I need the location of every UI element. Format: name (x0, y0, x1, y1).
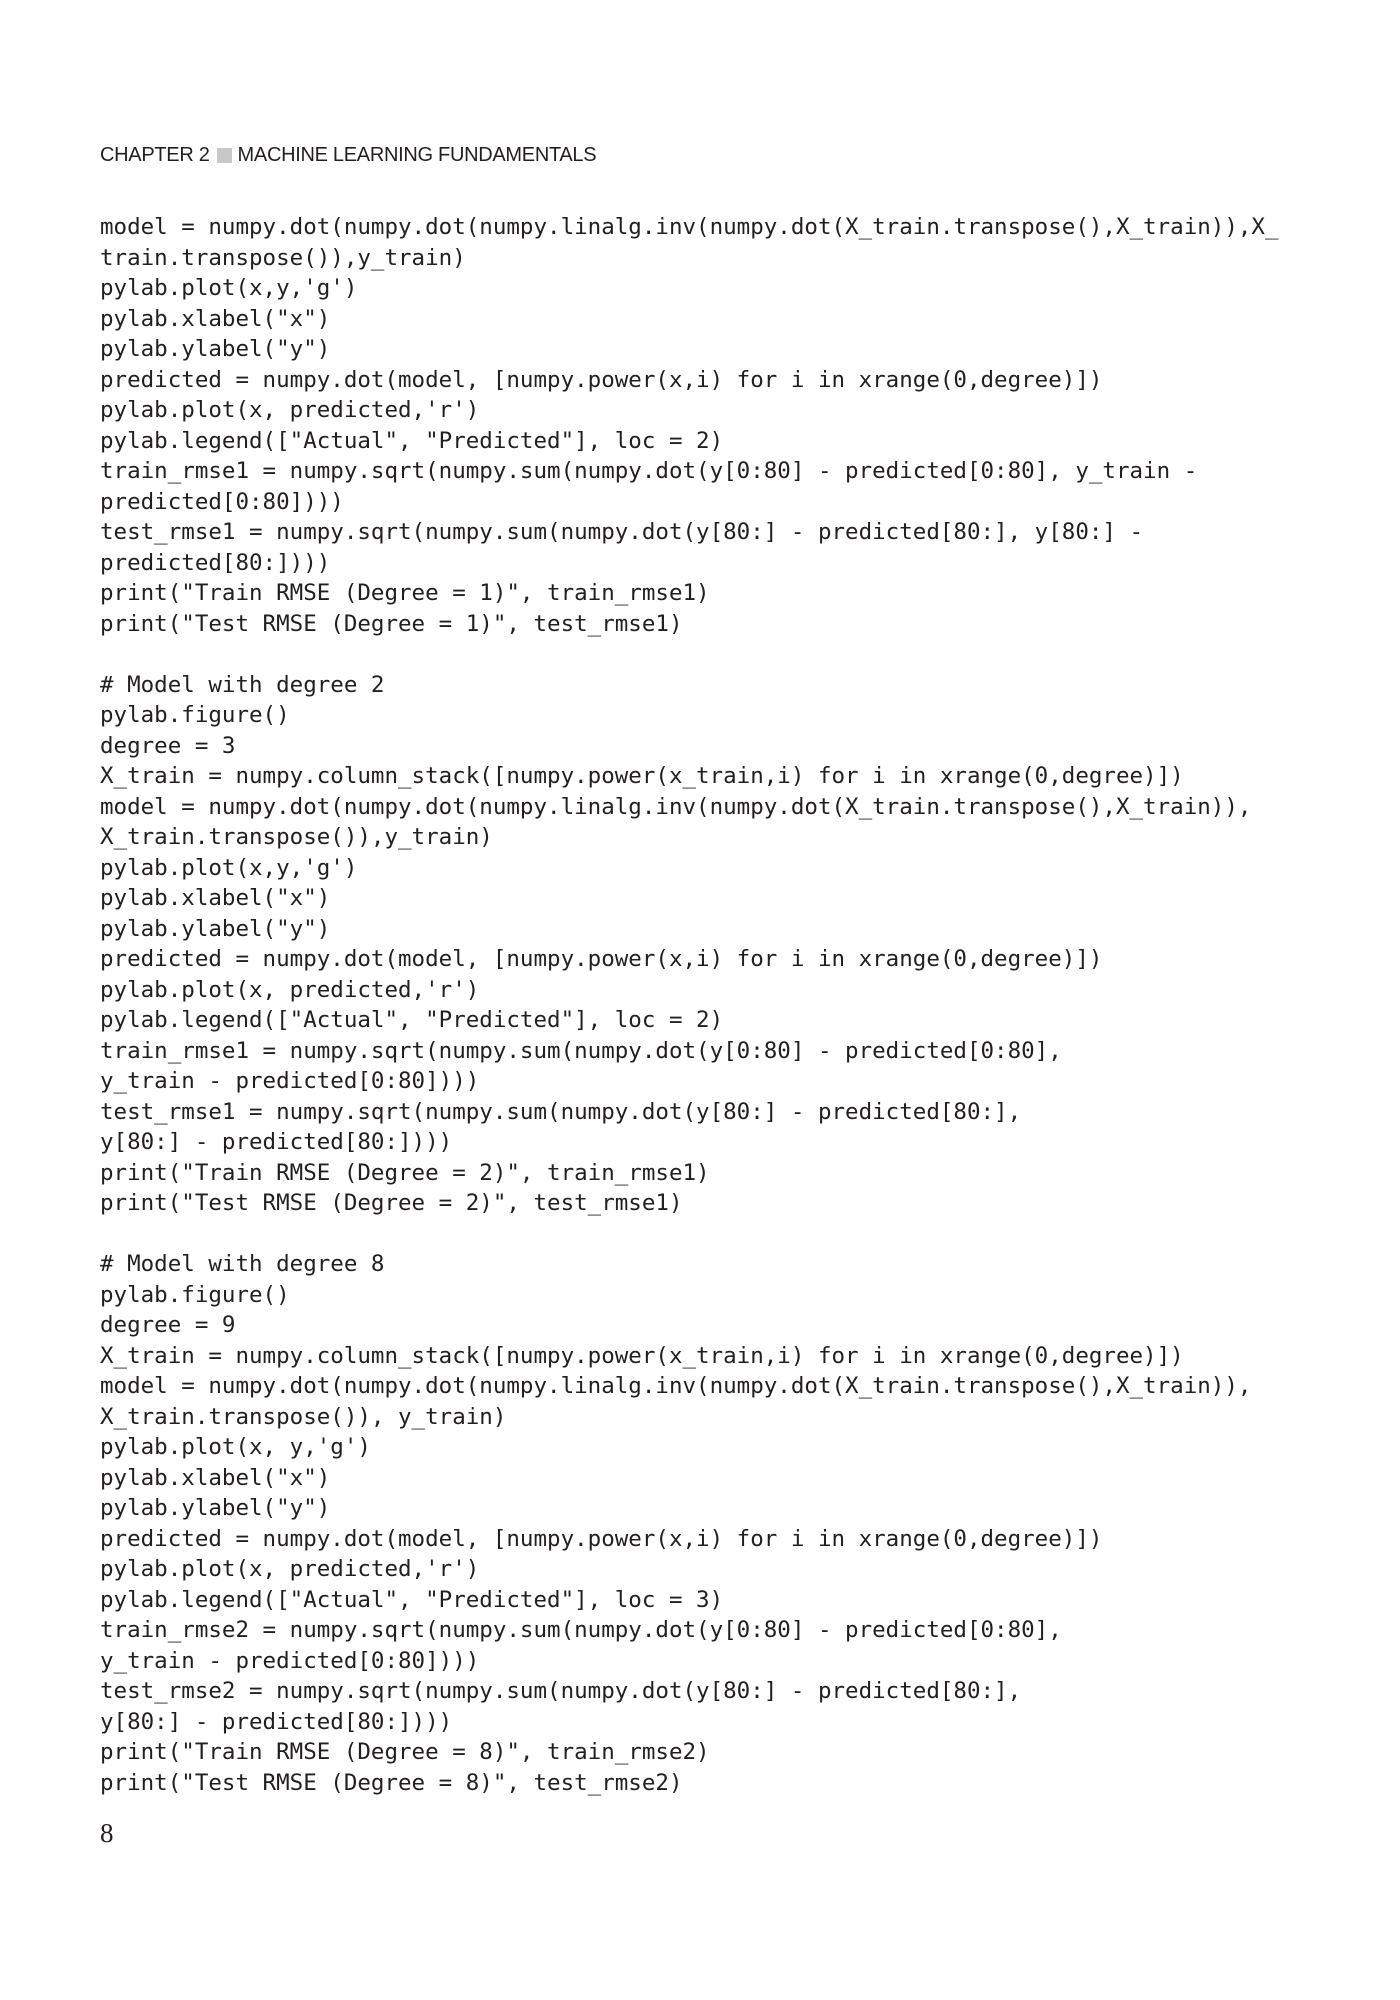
code-line: X_train.transpose()), y_train) (100, 1403, 507, 1430)
code-line: y[80:] - predicted[80:]))) (100, 1129, 453, 1155)
code-line: pylab.legend(["Actual", "Predicted"], loc = 2) (100, 427, 724, 454)
code-line: print("Train RMSE (Degree = 8)", train_rmse2) (100, 1739, 710, 1765)
code-line: # Model with degree 2 (100, 671, 385, 698)
code-line: degree = 9 (100, 1312, 236, 1338)
code-line: predicted[80:]))) (100, 549, 331, 576)
code-line: print("Test RMSE (Degree = 8)", test_rmse2) (100, 1769, 683, 1796)
code-line: test_rmse2 = numpy.sqrt(numpy.sum(numpy.dot(y[80:] - predicted[80:], (100, 1678, 1022, 1704)
code-line: pylab.ylabel("y") (100, 336, 331, 362)
code-line: X_train = numpy.column_stack([numpy.power(x_train,i) for i in xrange(0,degree)]) (100, 763, 1184, 789)
code-line: print("Test RMSE (Degree = 2)", test_rmse1) (100, 1190, 683, 1216)
code-line: test_rmse1 = numpy.sqrt(numpy.sum(numpy.dot(y[80:] - predicted[80:], (100, 1098, 1022, 1125)
code-line: degree = 3 (100, 732, 236, 759)
header-separator-square (217, 148, 232, 163)
code-line: pylab.plot(x, predicted,'r') (100, 1556, 480, 1582)
code-line: train_rmse1 = numpy.sqrt(numpy.sum(numpy.dot(y[0:80] - predicted[0:80], (100, 1037, 1062, 1064)
code-line: pylab.xlabel("x") (100, 1464, 331, 1491)
code-line: pylab.figure() (100, 1281, 290, 1308)
code-line: model = numpy.dot(numpy.dot(numpy.linalg.inv(numpy.dot(X_train.transpose(),X_train)), (100, 1373, 1252, 1399)
code-line: model = numpy.dot(numpy.dot(numpy.linalg.inv(numpy.dot(X_train.transpose(),X_train)), (100, 793, 1252, 820)
chapter-label: CHAPTER 2 (100, 144, 210, 166)
code-line: X_train.transpose()),y_train) (100, 824, 493, 850)
code-line: print("Train RMSE (Degree = 2)", train_rmse1) (100, 1159, 710, 1186)
chapter-title: MACHINE LEARNING FUNDAMENTALS (237, 144, 597, 166)
code-line: print("Test RMSE (Degree = 1)", test_rmse1) (100, 610, 683, 637)
code-line: train_rmse2 = numpy.sqrt(numpy.sum(numpy.dot(y[0:80] - predicted[0:80], (100, 1617, 1062, 1643)
code-line: pylab.xlabel("x") (100, 305, 331, 332)
code-line: predicted[0:80]))) (100, 488, 344, 515)
code-line: train.transpose()),y_train) (100, 244, 466, 271)
code-line: print("Train RMSE (Degree = 1)", train_rmse1) (100, 580, 710, 606)
code-line: pylab.plot(x, predicted,'r') (100, 976, 480, 1003)
code-line: predicted = numpy.dot(model, [numpy.power(x,i) for i in xrange(0,degree)]) (100, 366, 1103, 393)
code-line: pylab.plot(x,y,'g') (100, 275, 358, 301)
code-line: train_rmse1 = numpy.sqrt(numpy.sum(numpy.dot(y[0:80] - predicted[0:80], y_train - (100, 458, 1198, 484)
code-line: y_train - predicted[0:80]))) (100, 1068, 480, 1094)
code-line: # Model with degree 8 (100, 1251, 385, 1277)
code-line: y_train - predicted[0:80]))) (100, 1647, 480, 1674)
code-line: y[80:] - predicted[80:]))) (100, 1708, 453, 1735)
code-listing (100, 212, 1279, 1798)
running-header (100, 144, 596, 167)
code-line: pylab.legend(["Actual", "Predicted"], loc = 2) (100, 1007, 724, 1033)
code-line (100, 639, 1279, 670)
code-line: predicted = numpy.dot(model, [numpy.power(x,i) for i in xrange(0,degree)]) (100, 1525, 1103, 1552)
code-line: pylab.ylabel("y") (100, 1495, 331, 1521)
code-line: pylab.ylabel("y") (100, 915, 331, 942)
code-line: pylab.plot(x,y,'g') (100, 854, 358, 881)
code-line: model = numpy.dot(numpy.dot(numpy.linalg.inv(numpy.dot(X_train.transpose(),X_train)),X_ (100, 214, 1279, 240)
code-line: pylab.xlabel("x") (100, 885, 331, 911)
code-line: pylab.figure() (100, 702, 290, 728)
code-line: predicted = numpy.dot(model, [numpy.power(x,i) for i in xrange(0,degree)]) (100, 946, 1103, 972)
code-line: pylab.plot(x, predicted,'r') (100, 397, 480, 423)
page-number: 8 (100, 1818, 114, 1848)
code-line: pylab.plot(x, y,'g') (100, 1434, 371, 1460)
code-line (100, 1219, 1279, 1250)
code-line: test_rmse1 = numpy.sqrt(numpy.sum(numpy.dot(y[80:] - predicted[80:], y[80:] - (100, 519, 1144, 545)
code-line: X_train = numpy.column_stack([numpy.power(x_train,i) for i in xrange(0,degree)]) (100, 1342, 1184, 1369)
code-line: pylab.legend(["Actual", "Predicted"], loc = 3) (100, 1586, 724, 1613)
